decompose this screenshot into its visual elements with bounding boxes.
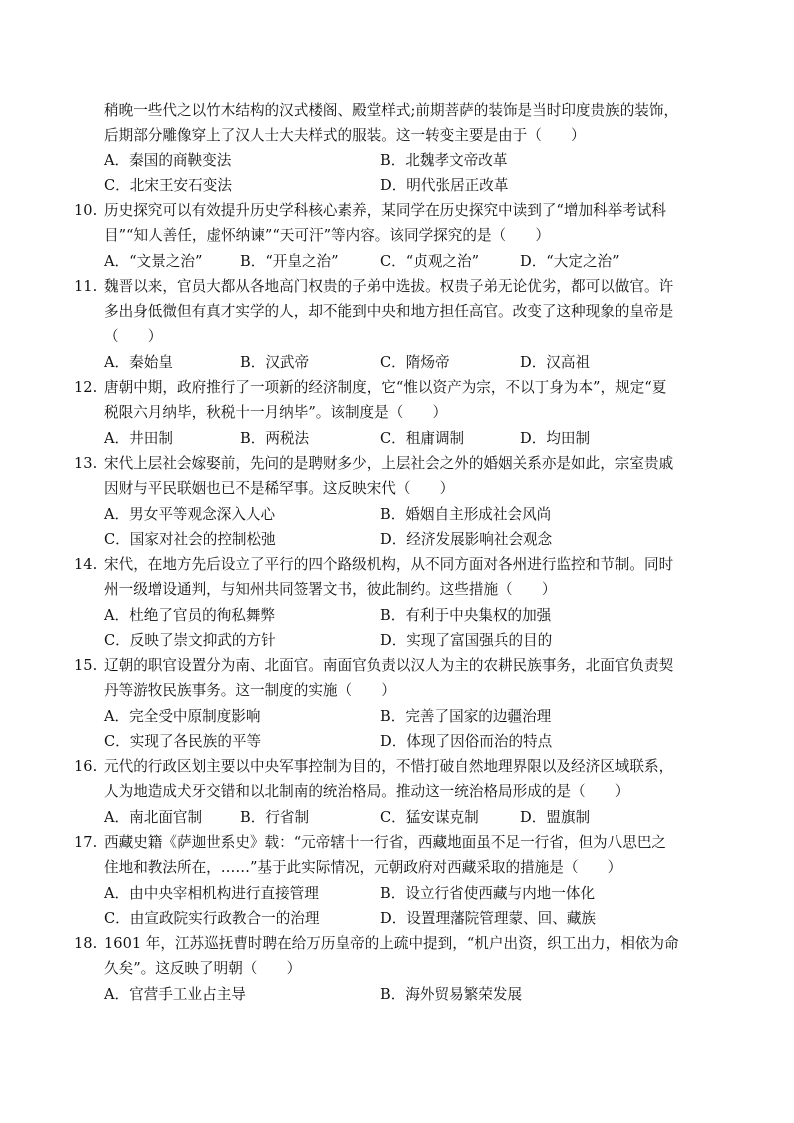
option-b[interactable]: B．设立行省使西藏与内地一体化 [380,885,596,902]
question-text-line: 宋代上层社会嫁娶前，先问的是聘财多少，上层社会之外的婚姻关系亦是如此，宗室贵戚 [104,455,674,472]
question-number: 10. [74,202,98,219]
option-b[interactable]: B．两税法 [240,430,310,447]
question-text-line: 西藏史籍《萨迦世系史》载：“元帝辖十一行省，西藏地面虽不足一行省，但为八思巴之 [104,834,667,851]
option-d[interactable]: D．经济发展影响社会观念 [380,531,553,548]
option-b[interactable]: B．海外贸易繁荣发展 [380,986,523,1003]
option-c[interactable]: C．实现了各民族的平等 [104,733,262,750]
question-text-line: 人为地造成犬牙交错和以北制南的统治格局。推动这一统治格局形成的是（ ） [104,783,630,800]
question-number: 11. [74,278,98,295]
question-text-line: 魏晋以来，官员大都从各地高门权贵的子弟中选拔。权贵子弟无论优劣，都可以做官。许 [104,278,674,295]
question-number: 17. [74,834,98,851]
option-c[interactable]: C．国家对社会的控制松弛 [104,531,276,548]
question-text-line: 税限六月纳毕，秋税十一月纳毕”。该制度是（ ） [104,404,448,421]
question-number: 13. [74,455,98,472]
option-a[interactable]: A．秦国的商鞅变法 [104,152,232,169]
option-c[interactable]: C．由宣政院实行政教合一的治理 [104,910,320,927]
option-c[interactable]: C．租庸调制 [380,430,465,447]
question-text-line: 唐朝中期，政府推行了一项新的经济制度，它“惟以资产为宗，不以丁身为本”，规定“夏 [104,379,667,396]
option-a[interactable]: A．男女平等观念深入人心 [104,506,276,523]
option-c[interactable]: C．“贞观之治” [380,253,480,270]
question-number: 15. [74,657,98,674]
question-text-line: 辽朝的职官设置分为南、北面官。南面官负责以汉人为主的农耕民族事务，北面官负责契 [104,657,674,674]
option-a[interactable]: A．秦始皇 [104,354,173,371]
question-text-line: 目”“知人善任，虚怀纳谏”“天可汗”等内容。该同学探究的是（ ） [104,227,550,244]
question-text-line: 宋代，在地方先后设立了平行的四个路级机构，从不同方面对各州进行监控和节制。同时 [104,556,674,573]
option-b[interactable]: B．完善了国家的边疆治理 [380,708,552,725]
question-text-line: 历史探究可以有效提升历史学科核心素养，某同学在历史探究中读到了“增加科举考试科 [104,202,667,219]
option-c[interactable]: C．猛安谋克制 [380,809,479,826]
option-a[interactable]: A．“文景之治” [104,253,203,270]
question-text-line: 住地和教法所在，……”基于此实际情况，元朝政府对西藏采取的措施是（ ） [104,859,623,876]
option-b[interactable]: B．有利于中央集权的加强 [380,607,552,624]
option-c[interactable]: C．北宋王安石变法 [104,177,232,194]
option-c[interactable]: C．隋炀帝 [380,354,450,371]
option-d[interactable]: D．“大定之治” [520,253,620,270]
question-number: 18. [74,935,98,952]
answer-blank: （ ） [104,328,163,345]
question-number: 14. [74,556,98,573]
question-text-line: 丹等游牧民族事务。这一制度的实施（ ） [104,682,396,699]
option-d[interactable]: D．汉高祖 [520,354,591,371]
question-text-line: 久矣”。这反映了明朝（ ） [104,960,302,977]
option-d[interactable]: D．均田制 [520,430,591,447]
question-text-line: 州一级增设通判，与知州共同签署文书，彼此制约。这些措施（ ） [104,581,557,598]
option-b[interactable]: B．汉武帝 [240,354,310,371]
option-d[interactable]: D．明代张居正改革 [380,177,509,194]
option-c[interactable]: C．反映了崇文抑武的方针 [104,632,276,649]
option-a[interactable]: A．完全受中原制度影响 [104,708,261,725]
option-d[interactable]: D．体现了因俗而治的特点 [380,733,553,750]
option-d[interactable]: D．盟旗制 [520,809,591,826]
question-number: 16. [74,758,98,775]
option-b[interactable]: B．婚姻自主形成社会风尚 [380,506,552,523]
question-text-line: 元代的行政区划主要以中央军事控制为目的，不惜打破自然地理界限以及经济区域联系， [104,758,674,775]
question-text-line: 1601 年，江苏巡抚曹时聘在给万历皇帝的上疏中提到，“机户出资，织工出力，相依为命 [104,935,679,952]
option-b[interactable]: B．“开皇之治” [240,253,339,270]
question-text-line: 稍晚一些代之以竹木结构的汉式楼阁、殿堂样式;前期菩萨的装饰是当时印度贵族的装饰， [104,102,679,119]
question-text-line: 多出身低微但有真才实学的人，却不能到中央和地方担任高官。改变了这种现象的皇帝是 [104,303,674,320]
option-d[interactable]: D．实现了富国强兵的目的 [380,632,553,649]
option-a[interactable]: A．井田制 [104,430,173,447]
option-b[interactable]: B．行省制 [240,809,310,826]
option-a[interactable]: A．由中央宰相机构进行直接管理 [104,885,319,902]
question-text-line: 后期部分雕像穿上了汉人士大夫样式的服装。这一转变主要是由于（ ） [104,127,586,144]
question-text-line: 因财与平民联姻也已不是稀罕事。这反映宋代（ ） [104,480,455,497]
option-a[interactable]: A．杜绝了官员的徇私舞弊 [104,607,276,624]
option-d[interactable]: D．设置理藩院管理蒙、回、藏族 [380,910,597,927]
option-a[interactable]: A．南北面官制 [104,809,203,826]
option-b[interactable]: B．北魏孝文帝改革 [380,152,508,169]
option-a[interactable]: A．官营手工业占主导 [104,986,246,1003]
question-number: 12. [74,379,98,396]
